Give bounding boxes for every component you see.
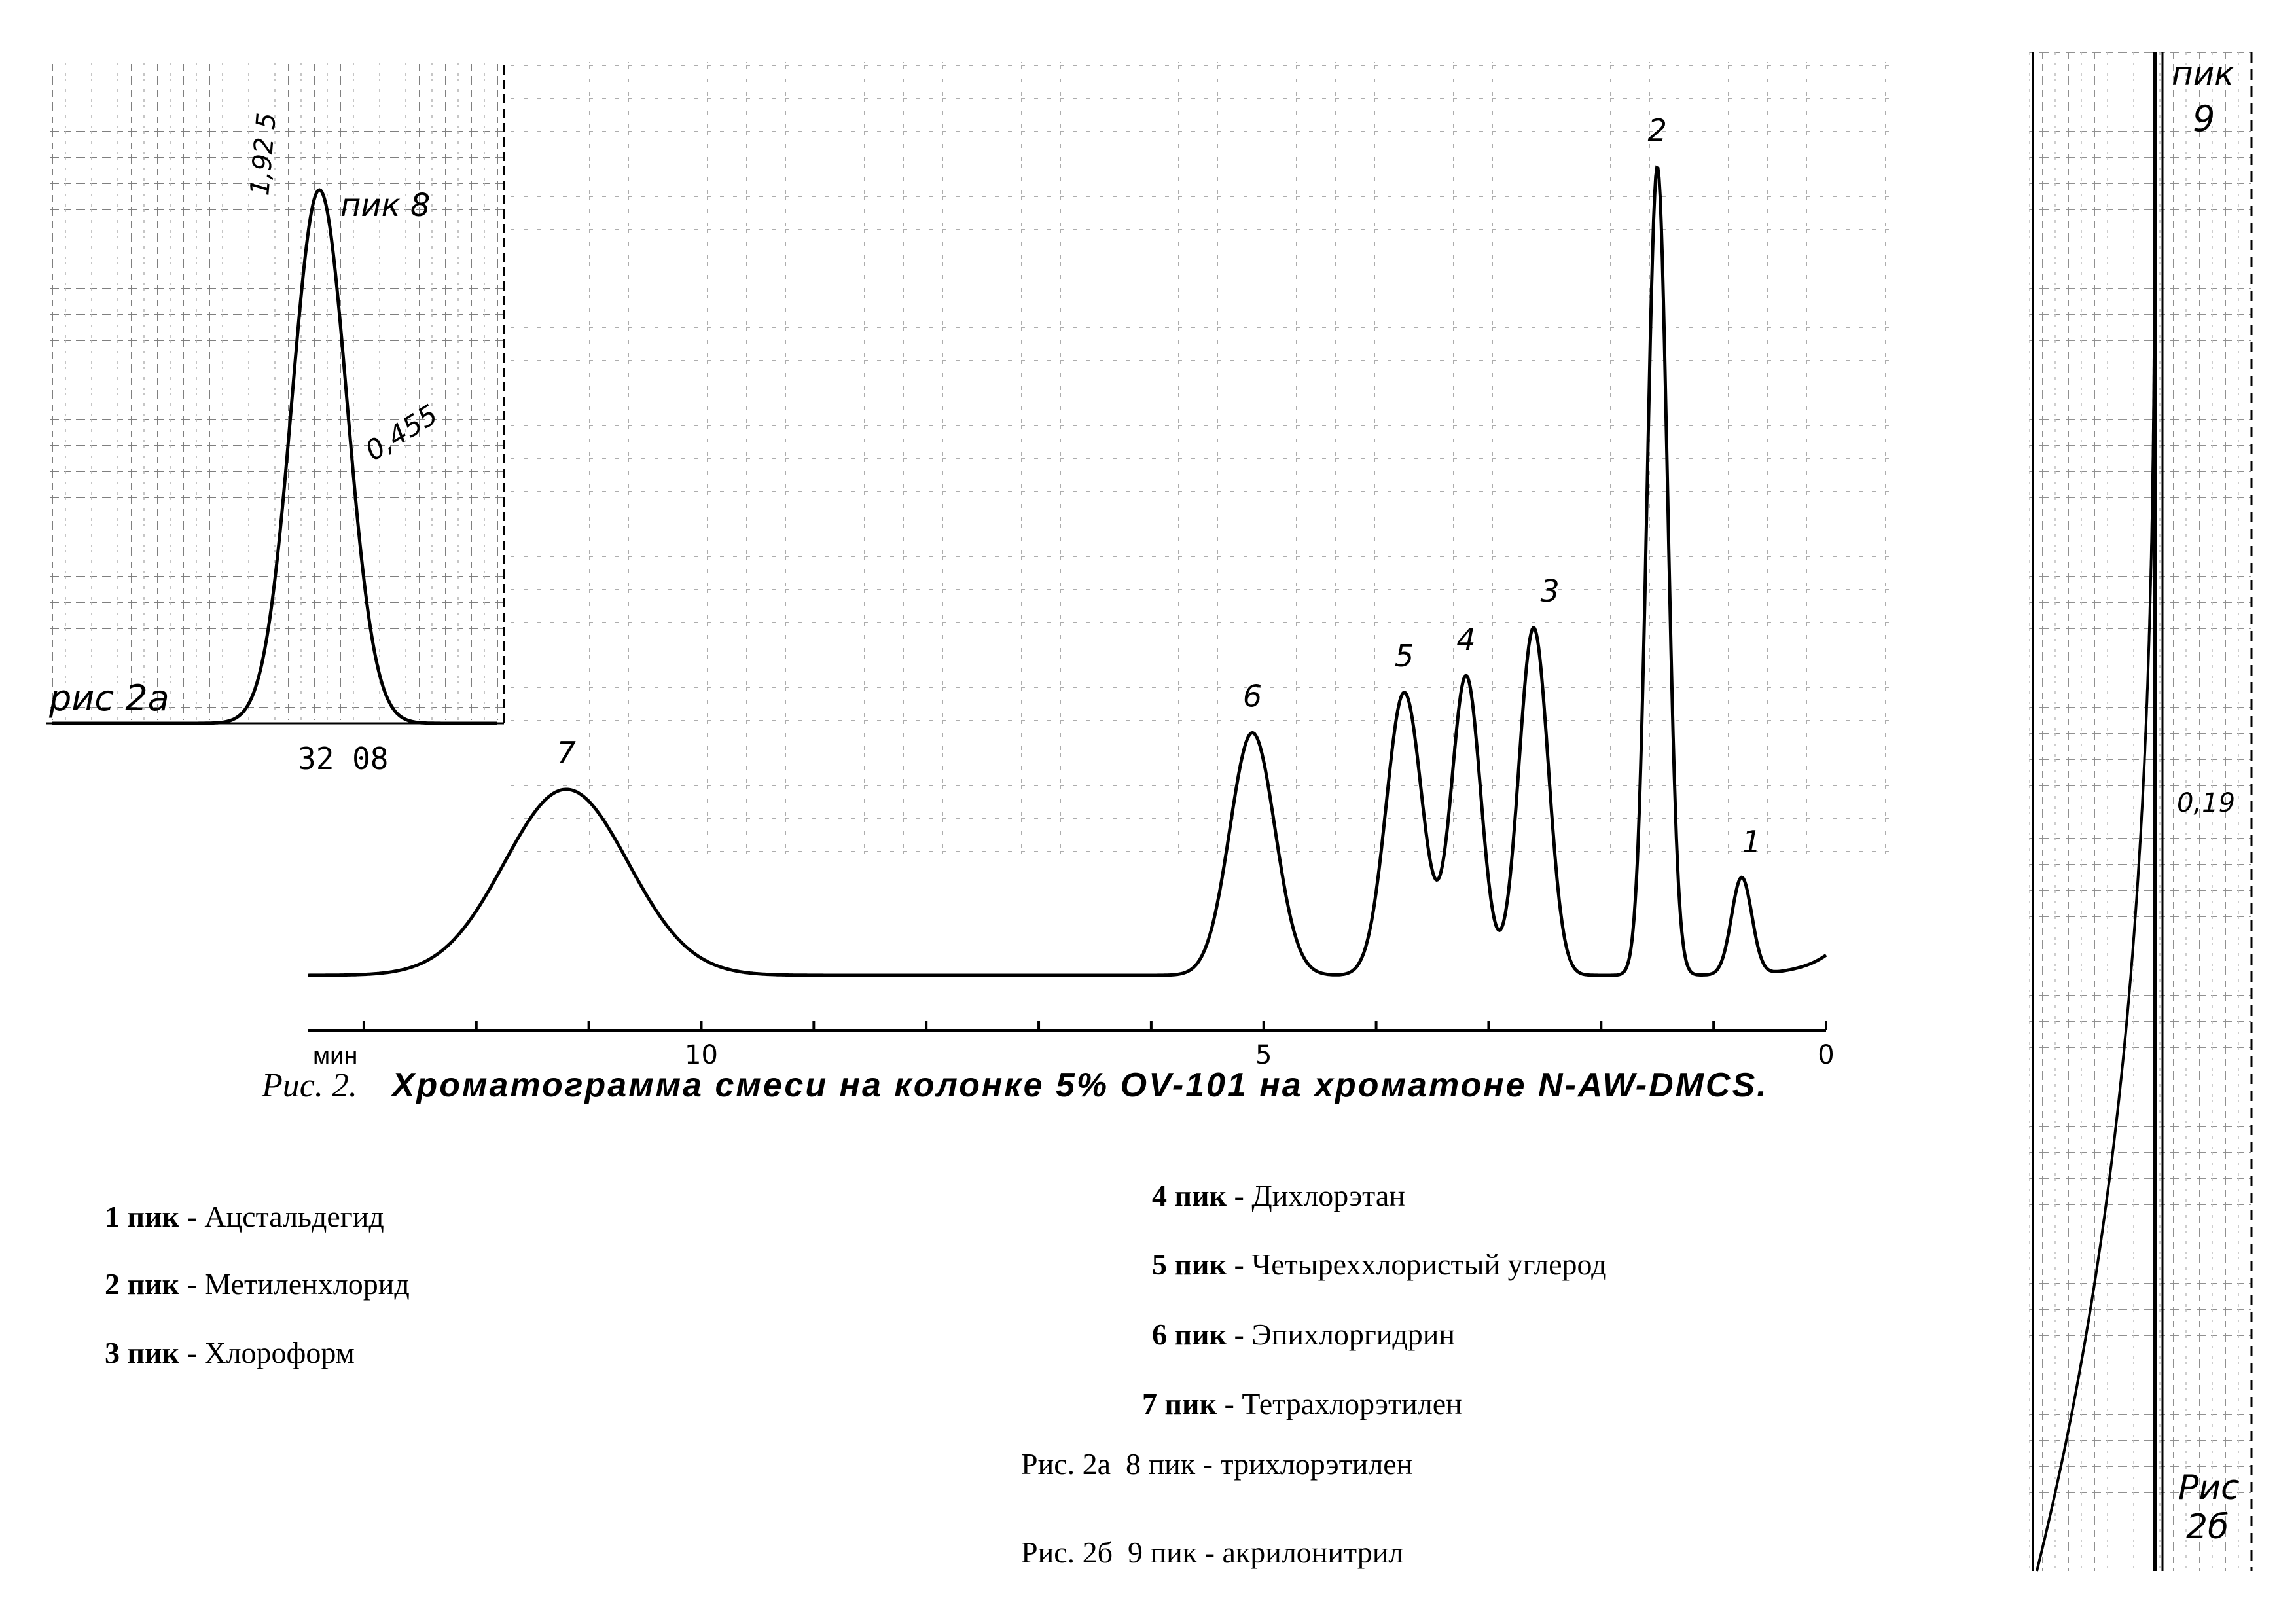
- peak-label-1: 1: [1742, 823, 1761, 859]
- fig2a-peak-label: пик 8: [340, 187, 431, 224]
- legend-item-9: Рис. 2б 9 пик - акрилонитрил: [1021, 1536, 1404, 1569]
- fig2b-label-line2: 2б: [2186, 1507, 2229, 1547]
- peak-label-2: 2: [1647, 113, 1667, 148]
- legend-name: Метиленхлорид: [204, 1267, 410, 1301]
- legend-prefix: 4 пик: [1152, 1179, 1227, 1212]
- legend-prefix: 3 пик: [105, 1336, 180, 1369]
- fig2b-peak-label-line1: пик: [2172, 55, 2234, 93]
- peak-label-3: 3: [1540, 573, 1560, 609]
- legend-prefix: 8 пик: [1126, 1447, 1196, 1481]
- legend-item-8: Рис. 2а 8 пик - трихлорэтилен: [1021, 1447, 1413, 1481]
- legend-item-3: 3 пик - Хлороформ: [105, 1336, 355, 1369]
- fig2b-label-line1: Рис: [2178, 1468, 2240, 1507]
- legend-prefix: 6 пик: [1152, 1318, 1227, 1351]
- x-tick-label: 0: [1818, 1040, 1835, 1070]
- legend-item-1: 1 пик - Ацстальдегид: [105, 1200, 384, 1233]
- legend-fig-ref: Рис. 2б: [1021, 1536, 1113, 1569]
- legend-name: Четыреххлористый углерод: [1251, 1248, 1607, 1281]
- fig2a-label: рис 2а: [49, 677, 170, 719]
- peak-label-6: 6: [1242, 678, 1263, 714]
- caption-title: Хроматограмма смеси на колонке 5% OV-101 на хроматоне N-AW-DMCS.: [391, 1066, 1768, 1104]
- legend-name: акрилонитрил: [1222, 1536, 1404, 1569]
- legend-name: Дихлорэтан: [1251, 1179, 1405, 1212]
- legend-name: Хлороформ: [204, 1336, 355, 1369]
- fig2b-peak-label-line2: 9: [2193, 98, 2215, 139]
- legend-prefix: 9 пик: [1128, 1536, 1198, 1569]
- legend-item-2: 2 пик - Метиленхлорид: [105, 1267, 410, 1301]
- legend-prefix: 2 пик: [105, 1267, 180, 1301]
- x-axis-label: мин: [313, 1042, 358, 1070]
- legend-name: Ацстальдегид: [204, 1200, 384, 1233]
- x-tick-label: 10: [685, 1040, 718, 1070]
- legend-fig-ref: Рис. 2а: [1021, 1447, 1111, 1481]
- x-tick-label: 5: [1255, 1040, 1272, 1070]
- legend-name: Эпихлоргидрин: [1251, 1318, 1456, 1351]
- legend-item-6: 6 пик - Эпихлоргидрин: [1152, 1318, 1456, 1351]
- legend-prefix: 1 пик: [105, 1200, 180, 1233]
- legend-name: Тетрахлорэтилен: [1242, 1387, 1462, 1420]
- fig2a-time-label: 32 08: [298, 741, 389, 776]
- peak-label-7: 7: [556, 734, 576, 770]
- figure-caption: [262, 1066, 1768, 1105]
- fig2a-annotation-side: 0,455: [359, 398, 444, 467]
- peak-label-4: 4: [1456, 622, 1476, 658]
- legend-item-5: 5 пик - Четыреххлористый углерод: [1152, 1248, 1607, 1281]
- grid-paper-main: [511, 62, 1898, 854]
- caption-lead: Рис. 2.: [262, 1067, 357, 1104]
- fig2a-annotation-top: 1,92 5: [245, 111, 283, 197]
- legend-item-4: 4 пик - Дихлорэтан: [1152, 1179, 1405, 1212]
- legend-prefix: 5 пик: [1152, 1248, 1227, 1281]
- legend-name: трихлорэтилен: [1220, 1447, 1413, 1481]
- peak-label-5: 5: [1394, 638, 1414, 674]
- legend-prefix: 7 пик: [1142, 1387, 1217, 1420]
- legend-item-7: 7 пик - Тетрахлорэтилен: [1142, 1387, 1462, 1420]
- fig2b-annotation: 0,19: [2177, 788, 2236, 818]
